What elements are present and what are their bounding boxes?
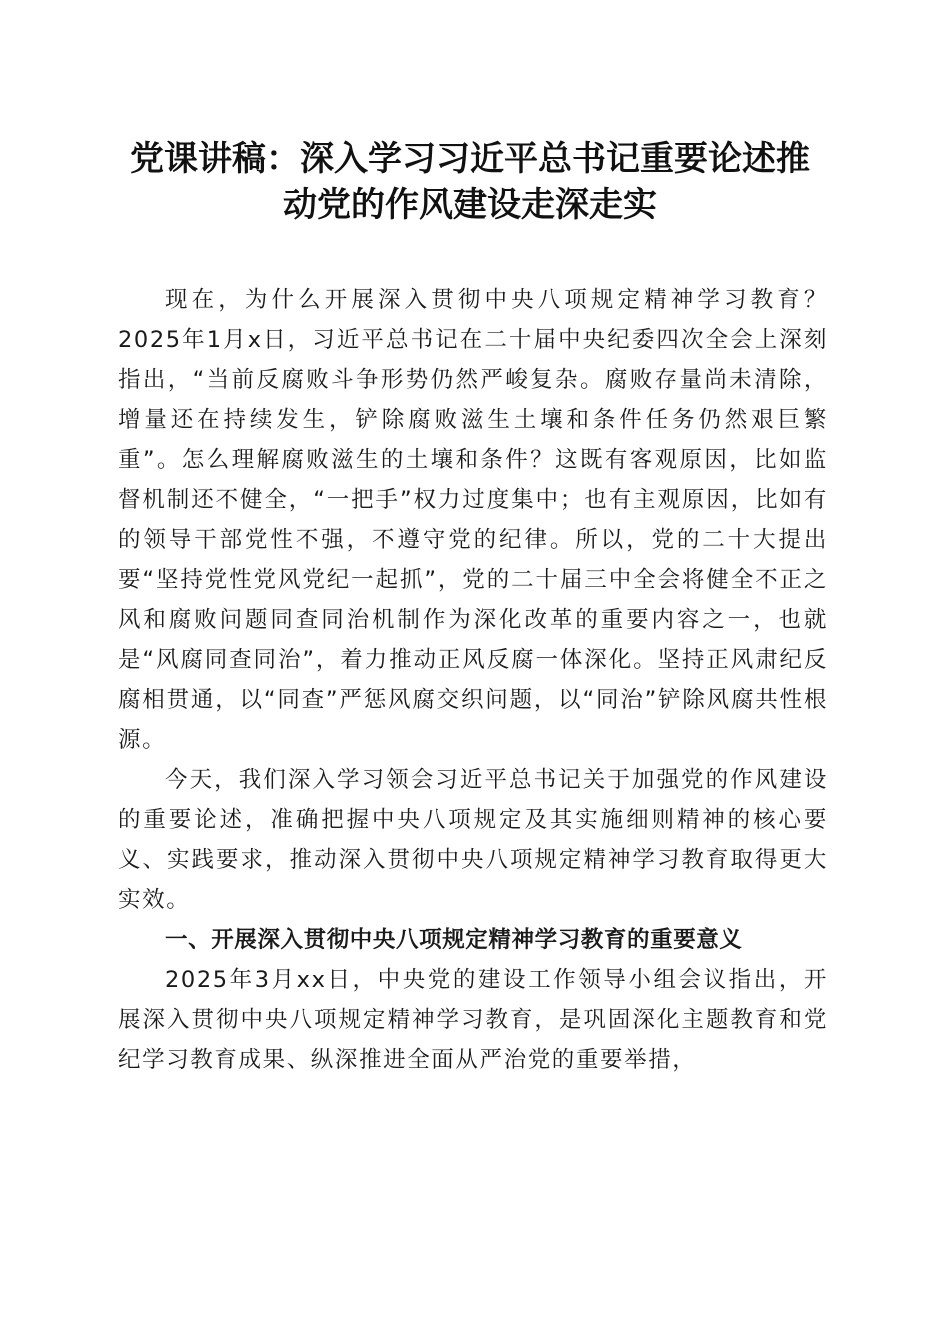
document-title	[110, 136, 830, 228]
body-paragraph-2: 今天，我们深入学习领会习近平总书记关于加强党的作风建设的重要论述，准确把握中央八项规定及其实施细则精神的核心要义、实践要求，推动深入贯彻中央八项规定精神学习教育取得更大实效。	[118, 767, 828, 913]
body-paragraph-1: 现在，为什么开展深入贯彻中央八项规定精神学习教育？2025年1月x日，习近平总书记在二十届中央纪委四次全会上深刻指出，“当前反腐败斗争形势仍然严峻复杂。腐败存量尚未清除，增量还在持续发生，铲除腐败滋生土壤和条件任务仍然艰巨繁重”。怎么理解腐败滋生的土壤和条件？这既有客观原因，比如监督机制还不健全，“一把手”权力过度集中；也有主观原因，比如有的领导干部党性不强，不遵守党的纪律。所以，党的二十大提出要“坚持党性党风党纪一起抓”，党的二十届三中全会将健全不正之风和腐败问题同查同治机制作为深化改革的重要内容之一，也就是“风腐同查同治”，着力推动正风反腐一体深化。坚持正风肃纪反腐相贯通，以“同查”严惩风腐交织问题，以“同治”铲除风腐共性根源。	[118, 287, 828, 753]
section-heading-1: 一、开展深入贯彻中央八项规定精神学习教育的重要意义	[165, 927, 743, 953]
document-body	[118, 280, 828, 1080]
section-paragraph-1: 2025年3月xx日，中央党的建设工作领导小组会议指出，开展深入贯彻中央八项规定精神学习教育，是巩固深化主题教育和党纪学习教育成果、纵深推进全面从严治党的重要举措，	[118, 967, 828, 1073]
title-line-1: 党课讲稿：深入学习习近平总书记重要论述推	[130, 139, 810, 179]
title-line-2: 动党的作风建设走深走实	[283, 185, 657, 225]
